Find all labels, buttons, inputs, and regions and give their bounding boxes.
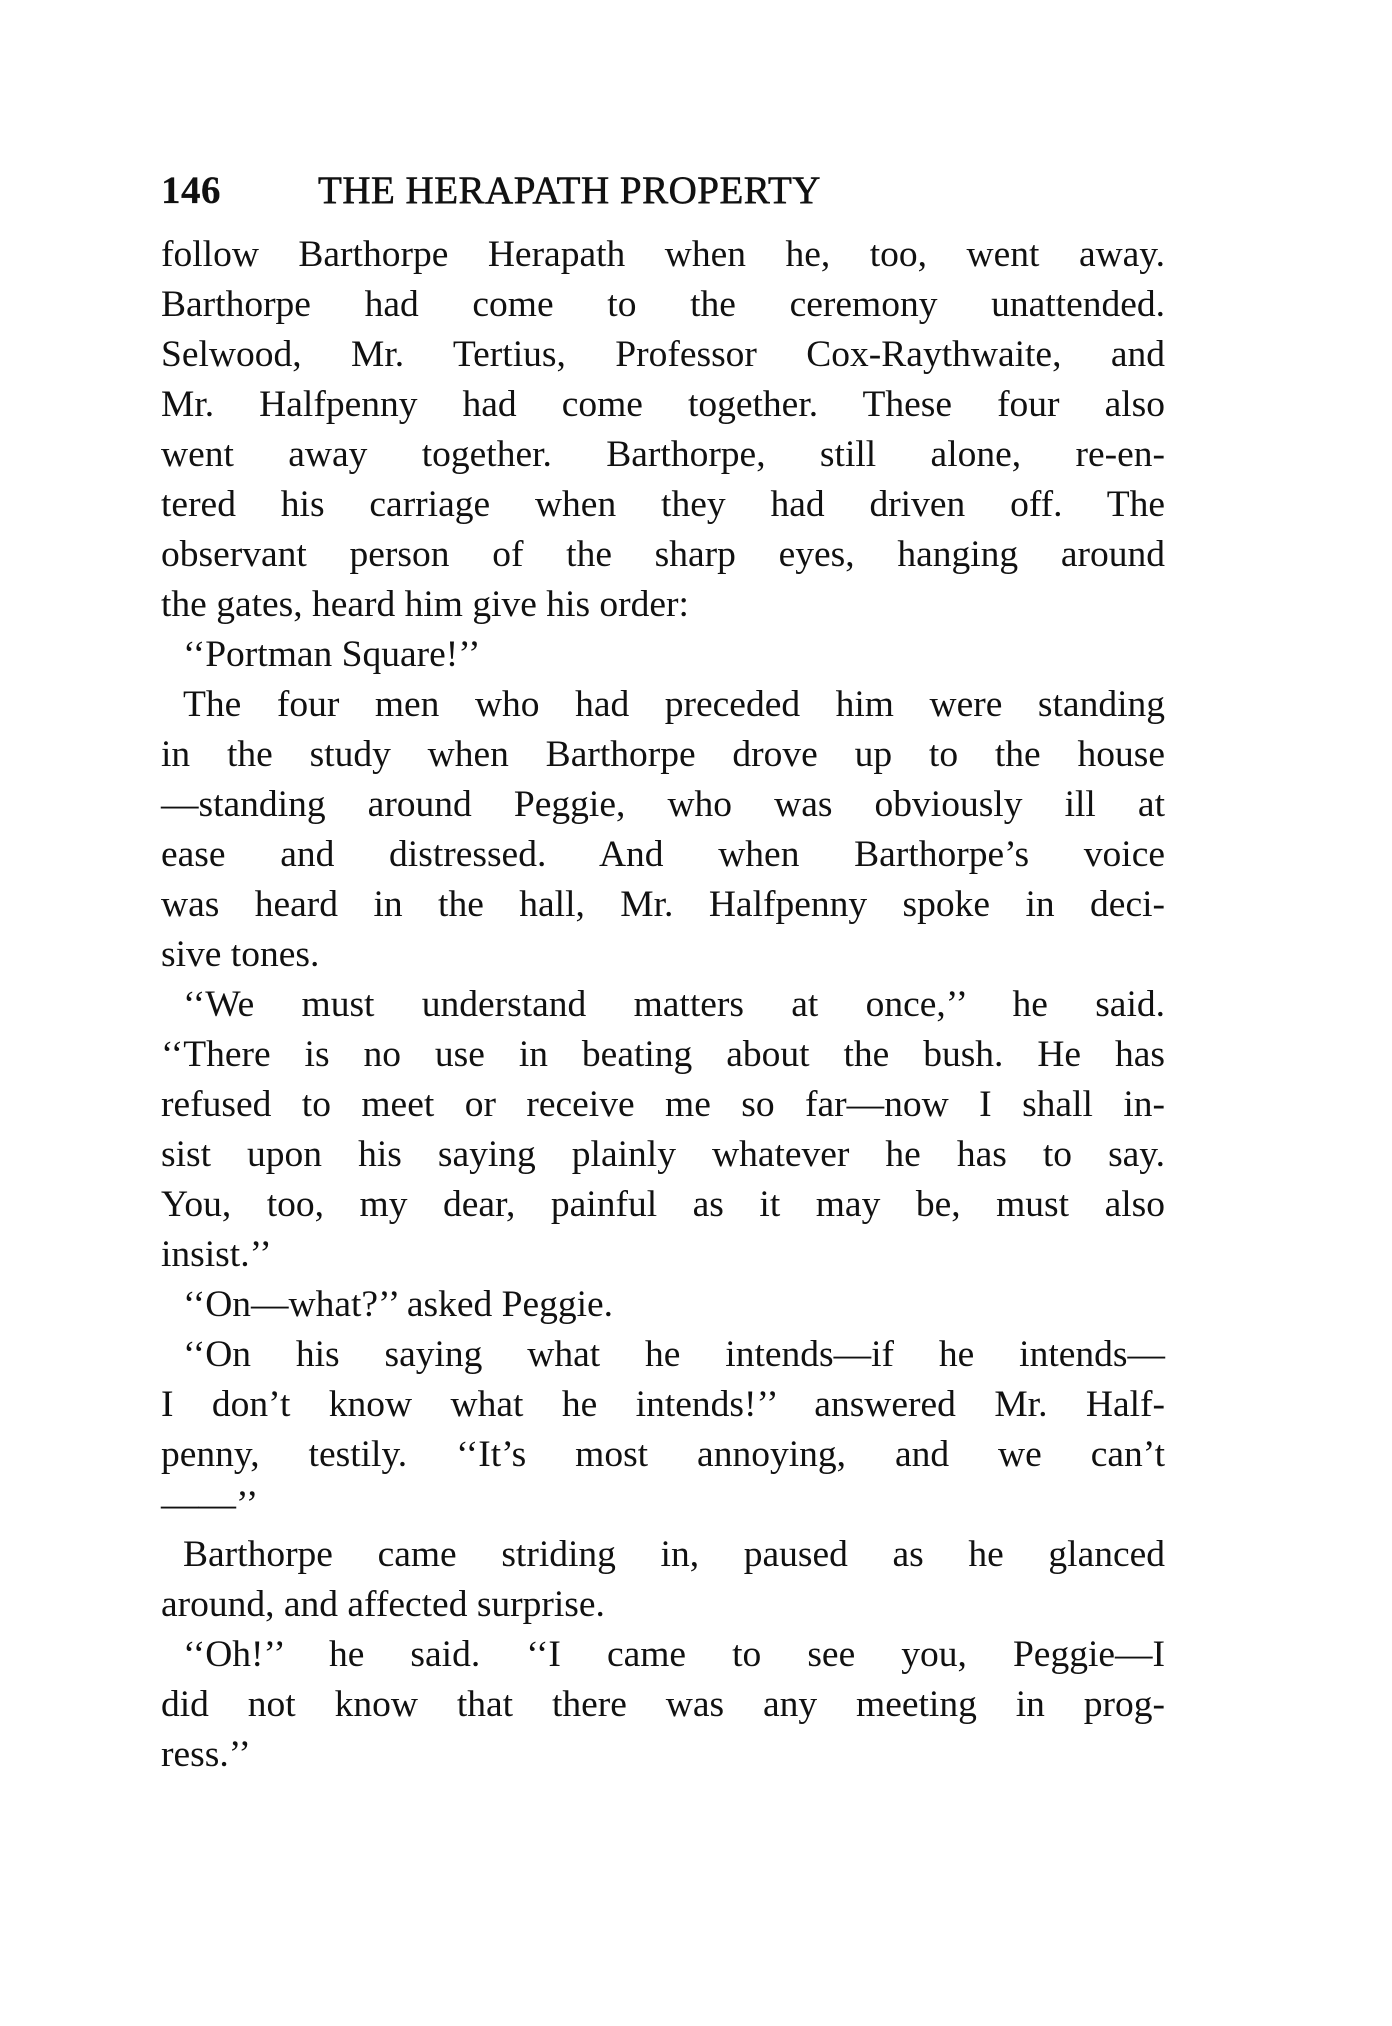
paragraph — [161, 1280, 1165, 1330]
text-line: in the study when Barthorpe drove up to the house — [161, 734, 1165, 775]
text-line: tered his carriage when they had driven off. The — [161, 484, 1165, 525]
paragraph — [161, 980, 1165, 1280]
text-line: penny, testily. ‘‘It’s most annoying, and we can’t — [161, 1434, 1165, 1475]
paragraph — [161, 1530, 1165, 1630]
text-line: —standing around Peggie, who was obviously ill at — [161, 784, 1165, 825]
text-line: Barthorpe had come to the ceremony unattended. — [161, 284, 1165, 325]
text-line: sist upon his saying plainly whatever he has to say. — [161, 1134, 1165, 1175]
text-line: ‘‘We must understand matters at once,’’ he said. — [183, 984, 1165, 1025]
paragraph — [161, 1330, 1165, 1530]
text-line: observant person of the sharp eyes, hanging around — [161, 534, 1165, 575]
text-line: Mr. Halfpenny had come together. These four also — [161, 384, 1165, 425]
text-line: around, and affected surprise. — [161, 1584, 605, 1625]
text-line: The four men who had preceded him were standing — [183, 684, 1165, 725]
text-line: was heard in the hall, Mr. Halfpenny spoke in deci- — [161, 884, 1165, 925]
paragraph — [161, 230, 1165, 630]
text-line: I don’t know what he intends!’’ answered Mr. Half- — [161, 1384, 1165, 1425]
text-line: ‘‘There is no use in beating about the bush. He has — [161, 1034, 1165, 1075]
text-line: went away together. Barthorpe, still alone, re-en- — [161, 434, 1165, 475]
paragraph — [161, 680, 1165, 980]
text-line: did not know that there was any meeting in prog- — [161, 1684, 1165, 1725]
text-line: ‘‘On—what?’’ asked Peggie. — [183, 1284, 614, 1325]
paragraph — [161, 1630, 1165, 1780]
text-line: Selwood, Mr. Tertius, Professor Cox-Raythwaite, and — [161, 334, 1165, 375]
text-line: ease and distressed. And when Barthorpe’s voice — [161, 834, 1165, 875]
paragraph — [161, 630, 1165, 680]
text-line: follow Barthorpe Herapath when he, too, went away. — [161, 234, 1165, 275]
running-header — [161, 166, 1171, 216]
text-line: the gates, heard him give his order: — [161, 584, 689, 625]
page-body — [161, 230, 1165, 1780]
text-line: insist.’’ — [161, 1234, 272, 1275]
text-line: ‘‘Portman Square!’’ — [183, 634, 481, 675]
text-line: ress.’’ — [161, 1734, 251, 1775]
text-line: ‘‘Oh!’’ he said. ‘‘I came to see you, Peggie—I — [183, 1634, 1165, 1675]
text-line: Barthorpe came striding in, paused as he glanced — [183, 1534, 1165, 1575]
running-title: THE HERAPATH PROPERTY — [318, 169, 821, 212]
text-line: sive tones. — [161, 934, 320, 975]
text-line: ‘‘On his saying what he intends—if he intends— — [183, 1334, 1165, 1375]
page-number: 146 — [161, 169, 221, 212]
text-line: You, too, my dear, painful as it may be, must also — [161, 1184, 1165, 1225]
text-line: refused to meet or receive me so far—now I shall in- — [161, 1084, 1165, 1125]
text-line: ——’’ — [161, 1484, 259, 1525]
